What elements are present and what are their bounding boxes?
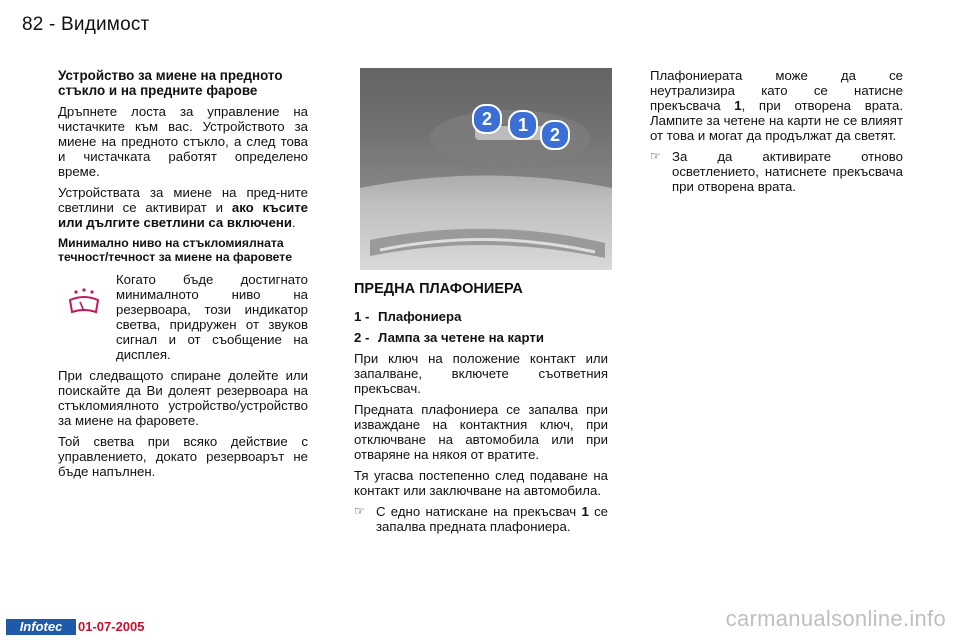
section2-paragraph-2: При следващото спиране долейте или поискайте да Ви долеят резервоара на стъкломиялното устройство/устройство за миене на фаровете. xyxy=(58,368,308,428)
middle-paragraph-1: При ключ на положение контакт или запалване, включете съответния прекъсвач. xyxy=(354,351,608,396)
publication-date: 01-07-2005 xyxy=(78,619,145,634)
callout-badge-1: 1 xyxy=(508,110,538,140)
infotec-logo: Infotec xyxy=(6,619,76,635)
right-column xyxy=(650,68,903,194)
pointing-hand-icon: ☞ xyxy=(354,504,365,518)
middle-column xyxy=(354,282,608,534)
section1-heading: Устройство за миене на предното стъкло и на предните фарове xyxy=(58,68,283,98)
section2-paragraph-1: Когато бъде достигнато минималното ниво на резервоара, този индикатор светва, придружен от звуков сигнал и от съобщение на дисплея. xyxy=(116,272,308,362)
list-item: 1 - Плафониера xyxy=(354,309,462,324)
pointing-hand-icon: ☞ xyxy=(650,149,661,163)
ceiling-lamp-photo xyxy=(360,68,612,270)
right-bullet: ☞ За да активирате отново осветлението, натиснете прекъсвача при отворена врата. xyxy=(650,149,903,194)
list-item: 2 - Лампа за четене на карти xyxy=(354,330,544,345)
left-column xyxy=(58,68,308,236)
section1-paragraph-2: Устройствата за миене на пред-ните светлини се активират и ако късите или дългите светлини са включени. xyxy=(58,185,308,230)
washer-fluid-warning-icon xyxy=(58,272,110,332)
section-heading-front-light: ПРЕДНА ПЛАФОНИЕРА xyxy=(354,281,523,297)
middle-paragraph-2: Предната плафониера се запалва при изваждане на контактния ключ, при отключване на автомобила или при отваряне на някоя от вратите. xyxy=(354,402,608,462)
callout-badge-2b: 2 xyxy=(540,120,570,150)
callout-badge-2a: 2 xyxy=(472,104,502,134)
right-paragraph-1: Плафониерата може да се неутрализира като се натисне прекъсвача 1, при отворена врата. Лампите за четене на карти не се влияят от това и могат да продължат да светят. xyxy=(650,68,903,143)
left-column-lower xyxy=(58,236,308,485)
middle-paragraph-3: Тя угасва постепенно след подаване на контакт или заключване на автомобила. xyxy=(354,468,608,498)
page-title: 82 - Видимост xyxy=(22,14,150,35)
section1-paragraph-1: Дръпнете лоста за управление на чистачките към вас. Устройството за миене на предното стъкло, а след това и чистачката работят определено време. xyxy=(58,104,308,179)
watermark: carmanualsonline.info xyxy=(725,606,946,631)
middle-bullet: ☞ С едно натискане на прекъсвач 1 се запалва предната плафониера. xyxy=(354,504,609,534)
section2-paragraph-3: Той светва при всяко действие с управлението, докато резервоарът не бъде напълнен. xyxy=(58,434,308,479)
section2-heading: Минимално ниво на стъкломиялната течност/течност за миене на фаровете xyxy=(58,236,293,264)
